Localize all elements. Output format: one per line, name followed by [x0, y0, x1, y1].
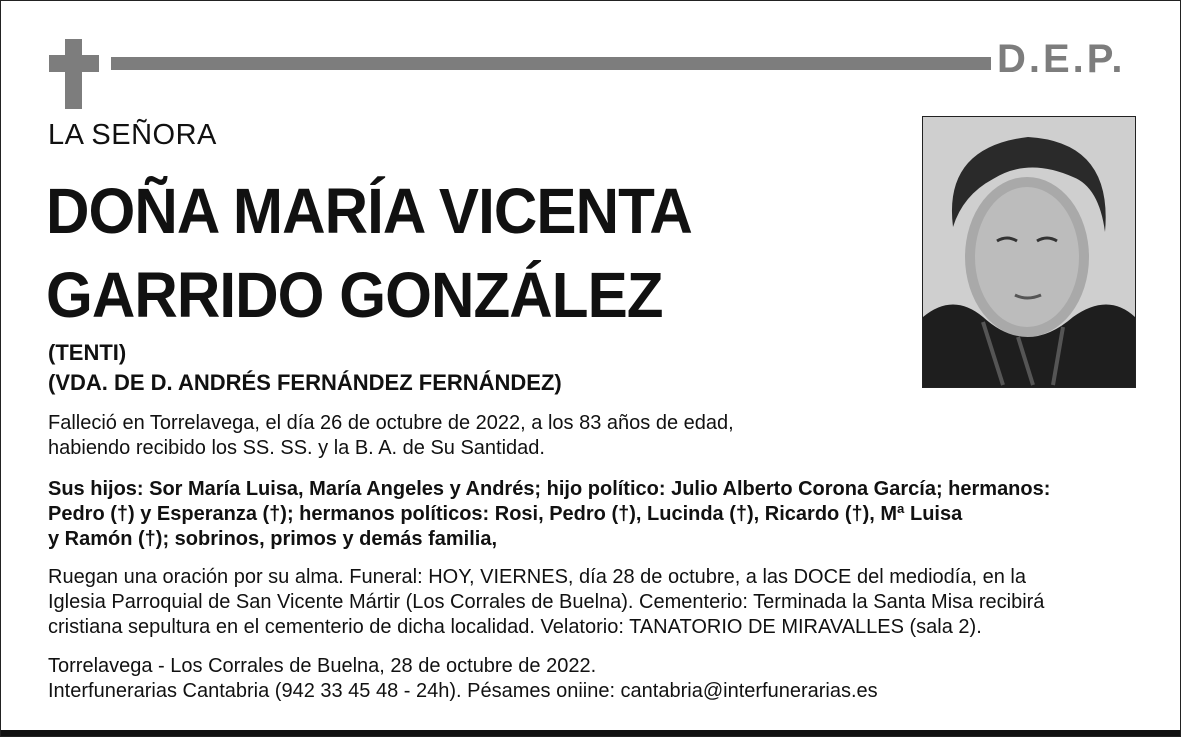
bottom-border — [1, 730, 1180, 736]
nickname: (TENTI) — [48, 340, 127, 365]
death-line: Falleció en Torrelavega, el día 26 de octubre de 2022, a los 83 años de edad, — [48, 412, 734, 434]
family-line: Sus hijos: Sor María Luisa, María Angeles y Andrés; hijo político: Julio Alberto Corona García; hermanos: — [48, 478, 1051, 500]
footer-info — [48, 654, 878, 704]
service-details — [48, 565, 1044, 640]
widow-of: (VDA. DE D. ANDRÉS FERNÁNDEZ FERNÁNDEZ) — [48, 370, 562, 395]
name-line-2: GARRIDO GONZÁLEZ — [46, 259, 663, 331]
service-line: Ruegan una oración por su alma. Funeral: HOY, VIERNES, día 28 de octubre, a las DOCE del mediodía, en la — [48, 566, 1026, 588]
family-line: Pedro (†) y Esperanza (†); hermanos políticos: Rosi, Pedro (†), Lucinda (†), Ricardo (†), Mª Luisa — [48, 503, 963, 525]
portrait-photo — [922, 116, 1136, 388]
family-list — [48, 477, 1050, 552]
deceased-name — [46, 169, 692, 337]
death-notice — [48, 411, 734, 461]
funeral-home-contact: Interfunerarias Cantabria (942 33 45 48 - 24h). Pésames oniine: cantabria@interfunerarias.es — [48, 680, 878, 702]
cross-icon-arm — [49, 55, 99, 72]
service-line: cristiana sepultura en el cementerio de dicha localidad. Velatorio: TANATORIO DE MIRAVALLES (sala 2). — [48, 616, 982, 638]
family-line: y Ramón (†); sobrinos, primos y demás familia, — [48, 528, 498, 550]
cross-icon — [65, 39, 82, 109]
service-line: Iglesia Parroquial de San Vicente Mártir (Los Corrales de Buelna). Cementerio: Terminada la Santa Misa recibirá — [48, 591, 1045, 613]
death-line: habiendo recibido los SS. SS. y la B. A. de Su Santidad. — [48, 437, 545, 459]
name-line-1: DOÑA MARÍA VICENTA — [46, 175, 692, 247]
honorific: LA SEÑORA — [48, 119, 217, 151]
place-date: Torrelavega - Los Corrales de Buelna, 28 de octubre de 2022. — [48, 655, 597, 677]
portrait-image — [923, 117, 1135, 387]
dep-label: D.E.P. — [997, 37, 1126, 81]
header-rule — [111, 57, 991, 70]
